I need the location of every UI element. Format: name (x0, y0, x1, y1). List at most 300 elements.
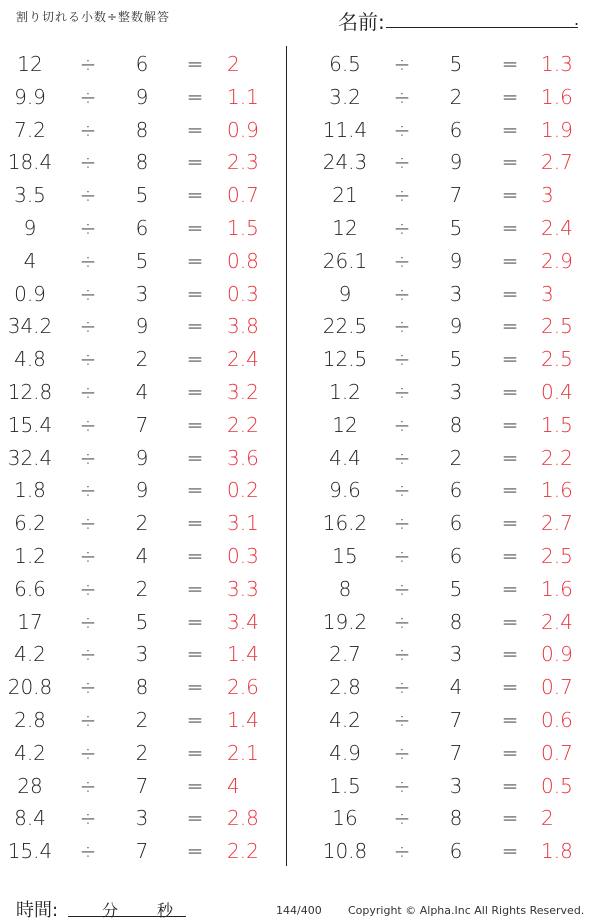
equals-sign: = (501, 806, 519, 831)
equals-sign: = (501, 52, 519, 76)
dividend: 32.4 (7, 445, 53, 470)
divisor: 9 (135, 478, 149, 503)
division-operator: ÷ (79, 347, 97, 372)
dividend: 1.2 (14, 543, 46, 568)
answer: 2.5 (541, 347, 573, 372)
division-operator: ÷ (79, 248, 97, 273)
dividend: 4.2 (329, 707, 361, 732)
equals-sign: = (186, 642, 204, 667)
problem-row (0, 573, 290, 606)
dividend: 22.5 (322, 314, 368, 339)
dividend: 19.2 (322, 609, 368, 634)
dividend: 12 (332, 215, 358, 240)
answer: 0.3 (227, 281, 259, 306)
answer: 2 (541, 806, 554, 831)
answer: 1.6 (541, 84, 573, 109)
problem-row (300, 540, 590, 573)
dividend: 4.2 (14, 740, 46, 765)
equals-sign: = (501, 314, 519, 339)
dividend: 2.8 (329, 675, 361, 700)
division-operator: ÷ (79, 740, 97, 765)
dividend: 9.9 (14, 84, 46, 109)
problem-row (300, 278, 590, 311)
equals-sign: = (186, 314, 204, 339)
division-operator: ÷ (79, 511, 97, 536)
division-operator: ÷ (393, 117, 411, 142)
answer: 2.7 (541, 511, 573, 536)
dividend: 18.4 (7, 150, 53, 175)
division-operator: ÷ (79, 314, 97, 339)
division-operator: ÷ (79, 52, 97, 76)
answer: 0.7 (541, 675, 573, 700)
division-operator: ÷ (393, 511, 411, 536)
dividend: 9 (338, 281, 352, 306)
equals-sign: = (501, 773, 519, 798)
time-label: 時間: (16, 900, 59, 921)
dividend: 34.2 (7, 314, 53, 339)
problem-row (0, 606, 290, 639)
problem-row (300, 310, 590, 343)
problem-row (0, 409, 290, 442)
minutes-label: 分 (102, 901, 119, 920)
dividend: 1.5 (329, 773, 361, 798)
problem-row (300, 835, 590, 868)
name-dot: . (574, 10, 580, 29)
dividend: 24.3 (322, 150, 368, 175)
dividend: 4.2 (14, 642, 46, 667)
equals-sign: = (501, 609, 519, 634)
dividend: 4.4 (329, 445, 361, 470)
name-blank-line (386, 27, 578, 28)
division-operator: ÷ (393, 773, 411, 798)
equals-sign: = (186, 675, 204, 700)
answer: 3.6 (227, 445, 259, 470)
division-operator: ÷ (79, 150, 97, 175)
divisor: 3 (449, 642, 463, 667)
answer: 2.5 (541, 314, 573, 339)
answer: 2.2 (227, 839, 259, 864)
answer: 2.5 (541, 543, 573, 568)
answer: 0.4 (541, 379, 573, 404)
dividend: 8 (338, 576, 352, 601)
problem-row (0, 770, 290, 803)
answer: 4 (227, 773, 240, 798)
answer: 2.2 (541, 445, 573, 470)
problem-row (0, 442, 290, 475)
dividend: 8.4 (14, 806, 46, 831)
dividend: 15 (332, 543, 358, 568)
problem-row (300, 114, 590, 147)
dividend: 6.6 (14, 576, 46, 601)
problem-row (300, 442, 590, 475)
division-operator: ÷ (393, 543, 411, 568)
division-operator: ÷ (79, 183, 97, 208)
problem-row (300, 606, 590, 639)
problem-row (300, 376, 590, 409)
divisor: 7 (449, 707, 463, 732)
answer: 0.7 (227, 183, 259, 208)
problem-row (0, 343, 290, 376)
equals-sign: = (501, 478, 519, 503)
problem-row (0, 310, 290, 343)
problem-row (0, 179, 290, 212)
answer: 1.6 (541, 576, 573, 601)
equals-sign: = (501, 707, 519, 732)
divisor: 4 (449, 675, 463, 700)
divisor: 6 (449, 478, 463, 503)
answer: 0.9 (227, 117, 259, 142)
divisor: 5 (135, 609, 149, 634)
division-operator: ÷ (79, 609, 97, 634)
divisor: 8 (135, 117, 149, 142)
divisor: 3 (135, 642, 149, 667)
division-operator: ÷ (393, 412, 411, 437)
problem-row (0, 114, 290, 147)
equals-sign: = (501, 117, 519, 142)
problem-row (300, 48, 590, 81)
dividend: 16 (332, 806, 358, 831)
divisor: 7 (449, 183, 463, 208)
answer: 2.4 (227, 347, 259, 372)
divisor: 7 (135, 839, 149, 864)
divisor: 3 (449, 379, 463, 404)
answer: 0.2 (227, 478, 259, 503)
answer: 2.1 (227, 740, 259, 765)
problem-row (300, 343, 590, 376)
equals-sign: = (186, 511, 204, 536)
division-operator: ÷ (79, 839, 97, 864)
division-operator: ÷ (79, 478, 97, 503)
divisor: 8 (135, 150, 149, 175)
answer: 1.9 (541, 117, 573, 142)
equals-sign: = (186, 281, 204, 306)
divisor: 8 (449, 609, 463, 634)
problem-row (0, 376, 290, 409)
divisor: 2 (135, 740, 149, 765)
answer: 0.7 (541, 740, 573, 765)
dividend: 2.8 (14, 707, 46, 732)
division-operator: ÷ (79, 379, 97, 404)
divisor: 9 (135, 445, 149, 470)
equals-sign: = (501, 675, 519, 700)
equals-sign: = (501, 150, 519, 175)
divisor: 9 (449, 248, 463, 273)
answer: 3.3 (227, 576, 259, 601)
equals-sign: = (186, 215, 204, 240)
equals-sign: = (186, 478, 204, 503)
divisor: 5 (135, 183, 149, 208)
division-operator: ÷ (393, 445, 411, 470)
name-label: 名前: (338, 10, 385, 34)
divisor: 2 (135, 576, 149, 601)
divisor: 7 (449, 740, 463, 765)
dividend: 6.5 (329, 52, 361, 76)
divisor: 5 (449, 576, 463, 601)
equals-sign: = (501, 183, 519, 208)
division-operator: ÷ (393, 248, 411, 273)
equals-sign: = (501, 248, 519, 273)
equals-sign: = (186, 52, 204, 76)
division-operator: ÷ (393, 52, 411, 76)
divisor: 2 (135, 347, 149, 372)
problem-row (0, 212, 290, 245)
divisor: 7 (135, 773, 149, 798)
answer: 2.4 (541, 215, 573, 240)
divisor: 3 (449, 773, 463, 798)
answer: 3 (541, 281, 554, 306)
divisor: 3 (135, 806, 149, 831)
equals-sign: = (186, 576, 204, 601)
dividend: 1.8 (14, 478, 46, 503)
problem-row (0, 48, 290, 81)
equals-sign: = (501, 543, 519, 568)
worksheet-title: 割り切れる小数÷整数解答 (16, 10, 171, 24)
divisor: 2 (135, 707, 149, 732)
equals-sign: = (186, 773, 204, 798)
equals-sign: = (186, 839, 204, 864)
problem-row (300, 671, 590, 704)
problem-row (0, 81, 290, 114)
answer: 2 (227, 52, 240, 76)
answer: 2.7 (541, 150, 573, 175)
dividend: 12 (332, 412, 358, 437)
division-operator: ÷ (393, 675, 411, 700)
equals-sign: = (186, 609, 204, 634)
divisor: 9 (135, 314, 149, 339)
division-operator: ÷ (79, 806, 97, 831)
dividend: 21 (332, 183, 358, 208)
equals-sign: = (186, 183, 204, 208)
divisor: 9 (449, 150, 463, 175)
answer: 0.3 (227, 543, 259, 568)
division-operator: ÷ (79, 117, 97, 142)
problem-row (0, 835, 290, 868)
equals-sign: = (501, 347, 519, 372)
answer: 2.2 (227, 412, 259, 437)
division-operator: ÷ (79, 707, 97, 732)
answer: 0.5 (541, 773, 573, 798)
division-operator: ÷ (79, 445, 97, 470)
division-operator: ÷ (79, 412, 97, 437)
divisor: 3 (135, 281, 149, 306)
divisor: 6 (449, 117, 463, 142)
answer: 3.8 (227, 314, 259, 339)
divisor: 8 (135, 675, 149, 700)
answer: 1.1 (227, 84, 259, 109)
divisor: 6 (135, 215, 149, 240)
problem-row (0, 802, 290, 835)
problem-row (0, 245, 290, 278)
copyright-notice: Copyright © Alpha.Inc All Rights Reserved. (348, 904, 585, 917)
answer: 2.8 (227, 806, 259, 831)
answer: 1.8 (541, 839, 573, 864)
dividend: 11.4 (322, 117, 368, 142)
problem-row (0, 507, 290, 540)
division-operator: ÷ (393, 707, 411, 732)
divisor: 5 (449, 52, 463, 76)
answer: 0.8 (227, 248, 259, 273)
problem-row (0, 704, 290, 737)
dividend: 2.7 (329, 642, 361, 667)
answer: 3.4 (227, 609, 259, 634)
answer: 1.4 (227, 642, 259, 667)
division-operator: ÷ (393, 839, 411, 864)
equals-sign: = (186, 117, 204, 142)
division-operator: ÷ (393, 347, 411, 372)
divisor: 8 (449, 806, 463, 831)
divisor: 2 (135, 511, 149, 536)
problem-row (300, 179, 590, 212)
division-operator: ÷ (393, 576, 411, 601)
division-operator: ÷ (79, 281, 97, 306)
dividend: 9.6 (329, 478, 361, 503)
answer: 2.9 (541, 248, 573, 273)
answer: 3.1 (227, 511, 259, 536)
problem-row (300, 212, 590, 245)
divisor: 8 (449, 412, 463, 437)
answer: 1.6 (541, 478, 573, 503)
dividend: 10.8 (322, 839, 368, 864)
equals-sign: = (501, 445, 519, 470)
equals-sign: = (186, 379, 204, 404)
dividend: 1.2 (329, 379, 361, 404)
dividend: 16.2 (322, 511, 368, 536)
division-operator: ÷ (393, 281, 411, 306)
equals-sign: = (501, 576, 519, 601)
division-operator: ÷ (393, 609, 411, 634)
division-operator: ÷ (393, 150, 411, 175)
equals-sign: = (501, 740, 519, 765)
problem-row (300, 802, 590, 835)
problem-row (300, 81, 590, 114)
problem-row (300, 146, 590, 179)
dividend: 0.9 (14, 281, 46, 306)
dividend: 6.2 (14, 511, 46, 536)
problem-row (0, 278, 290, 311)
division-operator: ÷ (393, 314, 411, 339)
answer: 1.5 (541, 412, 573, 437)
divisor: 7 (135, 412, 149, 437)
answer: 1.4 (227, 707, 259, 732)
dividend: 12.8 (7, 379, 53, 404)
division-operator: ÷ (79, 773, 97, 798)
divisor: 9 (135, 84, 149, 109)
answer: 0.9 (541, 642, 573, 667)
divisor: 3 (449, 281, 463, 306)
answer: 3.2 (227, 379, 259, 404)
problem-row (300, 638, 590, 671)
division-operator: ÷ (79, 543, 97, 568)
dividend: 12.5 (322, 347, 368, 372)
divisor: 5 (449, 347, 463, 372)
dividend: 17 (17, 609, 43, 634)
answer: 0.6 (541, 707, 573, 732)
problem-row (300, 245, 590, 278)
problem-row (300, 737, 590, 770)
problem-row (0, 671, 290, 704)
problem-row (0, 540, 290, 573)
answer: 2.4 (541, 609, 573, 634)
dividend: 4 (23, 248, 37, 273)
divisor: 6 (449, 511, 463, 536)
divisor: 2 (449, 445, 463, 470)
dividend: 28 (17, 773, 43, 798)
equals-sign: = (186, 84, 204, 109)
answer: 1.5 (227, 215, 259, 240)
division-operator: ÷ (393, 740, 411, 765)
dividend: 3.2 (329, 84, 361, 109)
problem-row (300, 507, 590, 540)
division-operator: ÷ (393, 478, 411, 503)
divisor: 6 (449, 543, 463, 568)
equals-sign: = (501, 412, 519, 437)
seconds-label: 秒 (157, 901, 174, 920)
left-problem-column (0, 48, 290, 868)
division-operator: ÷ (79, 215, 97, 240)
equals-sign: = (186, 806, 204, 831)
problem-row (300, 704, 590, 737)
division-operator: ÷ (79, 642, 97, 667)
division-operator: ÷ (393, 642, 411, 667)
divisor: 9 (449, 314, 463, 339)
problem-row (0, 474, 290, 507)
problem-row (0, 638, 290, 671)
division-operator: ÷ (393, 379, 411, 404)
dividend: 3.5 (14, 183, 46, 208)
problem-row (0, 146, 290, 179)
answer: 1.3 (541, 52, 573, 76)
answer: 2.3 (227, 150, 259, 175)
dividend: 20.8 (7, 675, 53, 700)
dividend: 15.4 (7, 412, 53, 437)
division-operator: ÷ (393, 84, 411, 109)
equals-sign: = (501, 642, 519, 667)
divisor: 4 (135, 543, 149, 568)
equals-sign: = (186, 740, 204, 765)
equals-sign: = (501, 379, 519, 404)
dividend: 15.4 (7, 839, 53, 864)
equals-sign: = (186, 347, 204, 372)
equals-sign: = (501, 84, 519, 109)
dividend: 26.1 (322, 248, 368, 273)
problem-row (0, 737, 290, 770)
problem-row (300, 409, 590, 442)
divisor: 2 (449, 84, 463, 109)
page-number: 144/400 (276, 904, 322, 917)
problem-row (300, 474, 590, 507)
divisor: 5 (135, 248, 149, 273)
equals-sign: = (186, 412, 204, 437)
right-problem-column (300, 48, 590, 868)
answer: 2.6 (227, 675, 259, 700)
divisor: 6 (135, 52, 149, 76)
equals-sign: = (186, 445, 204, 470)
equals-sign: = (186, 543, 204, 568)
equals-sign: = (501, 839, 519, 864)
dividend: 9 (23, 215, 37, 240)
divisor: 6 (449, 839, 463, 864)
divisor: 4 (135, 379, 149, 404)
division-operator: ÷ (79, 84, 97, 109)
division-operator: ÷ (79, 576, 97, 601)
division-operator: ÷ (79, 675, 97, 700)
division-operator: ÷ (393, 806, 411, 831)
problem-row (300, 573, 590, 606)
division-operator: ÷ (393, 183, 411, 208)
answer: 3 (541, 183, 554, 208)
problem-row (300, 770, 590, 803)
equals-sign: = (501, 511, 519, 536)
